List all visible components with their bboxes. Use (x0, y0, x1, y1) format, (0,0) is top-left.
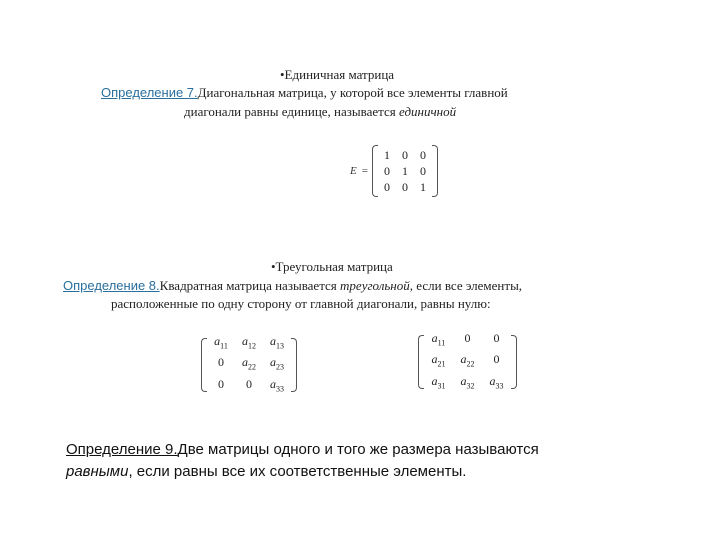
definition-7-line-2 (184, 104, 456, 120)
identity-cell-1-1: 1 (383, 148, 390, 162)
identity-matrix-label: E (350, 165, 357, 177)
lower-cell-1-2: 0 (464, 331, 471, 345)
identity-matrix-heading: •Единичная матрица (280, 67, 395, 82)
identity-cell-1-2: 0 (401, 148, 408, 162)
lower-cell-3-1: $a_{31}$ (431, 373, 446, 391)
definition-7-label: Определение 7. (101, 85, 198, 100)
upper-cell-2-1: 0 (218, 355, 224, 370)
lower-triangular-matrix (418, 330, 517, 394)
triangular-matrix-heading: •Треугольная матрица (271, 259, 393, 274)
identity-cell-1-3: 0 (419, 148, 426, 162)
lower-cell-2-2: $a_{22}$ (460, 352, 475, 369)
definition-8-term: треугольной, (340, 278, 414, 293)
definition-9-term: равными (66, 463, 129, 480)
definition-7-text-1: Диагональная матрица, у которой все элементы главной (197, 85, 508, 100)
upper-cell-3-2: 0 (246, 376, 252, 391)
definition-8-line-1 (63, 278, 522, 294)
lower-cell-3-3: $a_{33}$ (489, 373, 504, 391)
definition-7-line-1 (101, 85, 508, 101)
upper-cell-3-1: 0 (218, 376, 224, 391)
upper-triangular-grid (207, 333, 291, 397)
lower-cell-2-3: 0 (493, 352, 500, 367)
definition-9-text-1: Две матрицы одного и того же размера называются (177, 441, 539, 458)
lower-cell-1-1: $a_{11}$ (431, 331, 446, 348)
identity-cell-2-1: 0 (383, 164, 390, 178)
upper-cell-3-3: $a_{33}$ (270, 376, 284, 394)
right-bracket (432, 145, 438, 197)
identity-cell-2-2: 1 (401, 164, 408, 178)
lower-cell-3-2: $a_{32}$ (460, 373, 475, 391)
lower-triangular-grid (424, 330, 511, 394)
definition-8-label: Определение 8. (63, 278, 160, 293)
definition-8-text-1: Квадратная матрица называется (159, 278, 337, 293)
upper-cell-2-3: $a_{23}$ (270, 355, 284, 372)
definition-7-term: единичной (399, 104, 457, 119)
identity-matrix-equals: = (361, 165, 368, 177)
lower-cell-2-1: $a_{21}$ (431, 352, 446, 369)
right-bracket (511, 335, 517, 389)
identity-cell-2-3: 0 (419, 164, 426, 178)
identity-matrix-grid (378, 147, 432, 195)
upper-cell-2-2: $a_{22}$ (242, 355, 256, 372)
identity-matrix (350, 145, 438, 197)
definition-7-text-2: диагонали равны единице, называется (184, 104, 396, 119)
definition-9-text-2: , если равны все их соответственные элементы. (128, 463, 467, 480)
identity-cell-3-2: 0 (401, 180, 408, 194)
upper-cell-1-1: $a_{11}$ (214, 334, 228, 351)
lower-cell-1-3: 0 (493, 331, 500, 345)
upper-cell-1-3: $a_{13}$ (270, 334, 284, 351)
identity-cell-3-3: 1 (419, 180, 426, 194)
upper-triangular-matrix (201, 333, 297, 397)
upper-cell-1-2: $a_{12}$ (242, 334, 256, 351)
definition-9-line-1 (66, 439, 539, 461)
identity-cell-3-1: 0 (383, 180, 390, 194)
definition-9-label: Определение 9. (66, 441, 178, 458)
right-bracket (291, 338, 297, 392)
definition-9-line-2 (66, 461, 466, 483)
definition-8-text-1-rest: если все элементы, (416, 278, 523, 293)
definition-8-line-2: расположенные по одну сторону от главной диагонали, равны нулю: (111, 296, 491, 311)
